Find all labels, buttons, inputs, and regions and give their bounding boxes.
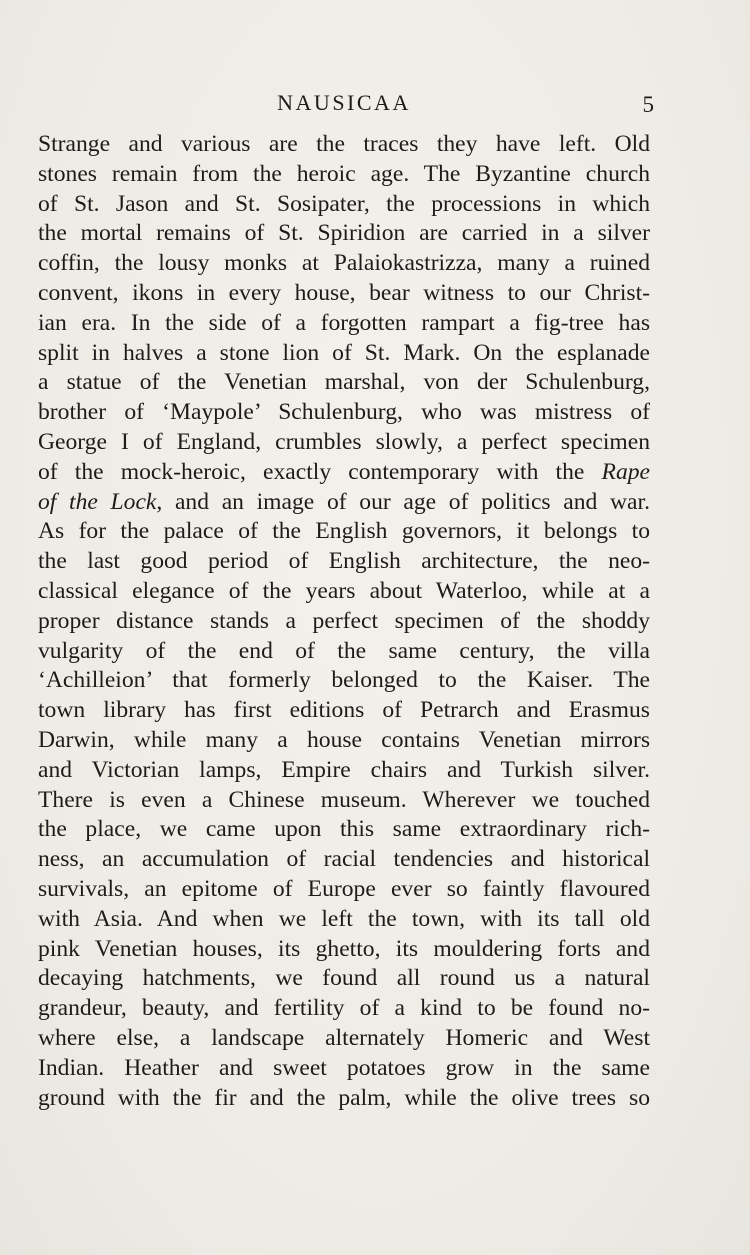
text-line: Strange and various are the traces they have left. Old	[38, 131, 650, 157]
text-line: coffin, the lousy monks at Palaiokastrizza, many a ruined	[38, 250, 650, 277]
text-line-with-italic	[38, 488, 650, 518]
text-line: proper distance stands a perfect specimen of the shoddy	[38, 607, 650, 634]
text-line: classical elegance of the years about Waterloo, while at a	[38, 577, 650, 604]
text-line: convent, ikons in every house, bear witness to our Christ-	[38, 279, 650, 306]
text-line: brother of ‘Maypole’ Schulenburg, who was mistress of	[38, 399, 650, 426]
text-line: As for the palace of the English governors, it belongs to	[38, 518, 650, 545]
text-line: vulgarity of the end of the same century, the villa	[38, 637, 650, 664]
text-line: George I of England, crumbles slowly, a perfect specimen	[38, 428, 650, 455]
text-line: the mortal remains of St. Spiridion are carried in a silver	[38, 220, 650, 247]
text-fragment: and an image of our age of politics and war.	[174, 488, 650, 515]
text-line-with-italic	[38, 458, 650, 488]
text-line: grandeur, beauty, and fertility of a kind to be found no-	[38, 995, 650, 1022]
text-line: a statue of the Venetian marshal, von der Schulenburg,	[38, 369, 650, 396]
text-line: ‘Achilleion’ that formerly belonged to the Kaiser. The	[38, 667, 650, 694]
text-line: and Victorian lamps, Empire chairs and Turkish silver.	[38, 756, 650, 783]
text-line: the place, we came upon this same extraordinary rich-	[38, 816, 650, 843]
text-line: pink Venetian houses, its ghetto, its mouldering forts and	[38, 935, 650, 962]
body-text	[38, 130, 650, 1113]
text-line: decaying hatchments, we found all round us a natural	[38, 965, 650, 992]
italic-title-fragment: of the Lock,	[38, 488, 163, 515]
italic-title-fragment: Rape	[601, 458, 651, 485]
text-line: survivals, an epitome of Europe ever so faintly flavoured	[38, 875, 650, 902]
text-line: split in halves a stone lion of St. Mark. On the esplanade	[38, 339, 650, 366]
running-head	[0, 86, 750, 120]
text-line: stones remain from the heroic age. The Byzantine church	[38, 160, 650, 187]
text-line: the last good period of English architecture, the neo-	[38, 548, 650, 575]
text-line: ian era. In the side of a forgotten rampart a fig-tree has	[38, 309, 650, 336]
text-line: where else, a landscape alternately Homeric and West	[38, 1024, 650, 1051]
text-line: town library has first editions of Petrarch and Erasmus	[38, 697, 650, 724]
text-line: ness, an accumulation of racial tendencies and historical	[38, 846, 650, 873]
text-line: Indian. Heather and sweet potatoes grow in the same	[38, 1054, 650, 1081]
text-line: with Asia. And when we left the town, with its tall old	[38, 905, 650, 932]
running-title: NAUSICAA	[277, 90, 411, 115]
page-number: 5	[642, 92, 654, 117]
text-line: of St. Jason and St. Sosipater, the processions in which	[38, 190, 650, 217]
text-line: There is even a Chinese museum. Wherever we touched	[38, 786, 650, 813]
text-line: Darwin, while many a house contains Venetian mirrors	[38, 726, 650, 753]
text-fragment: of the mock-heroic, exactly contemporary with the	[38, 458, 585, 485]
text-line: ground with the fir and the palm, while the olive trees so	[38, 1084, 650, 1111]
